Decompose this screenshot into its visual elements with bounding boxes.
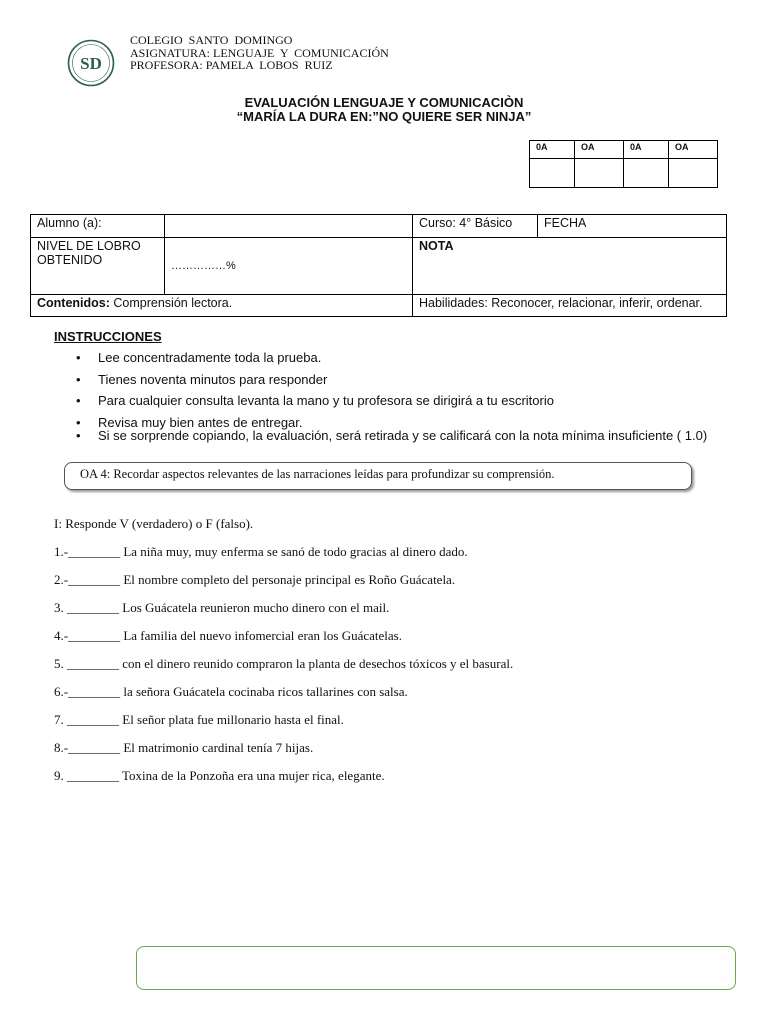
question-item: 6.-________ la señora Guácatela cocinaba ricos tallarines con salsa. <box>54 684 408 699</box>
school-name: COLEGIO SANTO DOMINGO <box>130 33 293 47</box>
question-item: 9. ________ Toxina de la Ponzoña era una mujer rica, elegante. <box>54 768 385 783</box>
question-item: 1.-________ La niña muy, muy enferma se sanó de todo gracias al dinero dado. <box>54 544 468 559</box>
question-item: 3. ________ Los Guácatela reunieron mucho dinero con el mail. <box>54 600 390 615</box>
oa-table <box>529 140 718 188</box>
school-info <box>130 34 389 72</box>
student-label: Alumno (a): <box>31 215 165 238</box>
title-line-1: EVALUACIÓN LENGUAJE Y COMUNICACIÒN <box>244 95 524 110</box>
percent-placeholder: ……………% <box>171 260 236 272</box>
level-label: NIVEL DE LOBRO OBTENIDO <box>31 238 165 295</box>
oa-header-2: OA <box>575 141 624 159</box>
learning-objective-box: OA 4: Recordar aspectos relevantes de las narraciones leídas para profundizar su comprensión. <box>64 462 692 490</box>
oa-header-4: OA <box>669 141 718 159</box>
oa-score-2[interactable] <box>575 159 624 188</box>
contents-cell <box>31 295 413 317</box>
skills-cell: Habilidades: Reconocer, relacionar, inferir, ordenar. <box>413 295 727 317</box>
questions-heading: I: Responde V (verdadero) o F (falso). <box>54 516 254 531</box>
instructions-list <box>76 351 710 443</box>
instruction-item: • Tienes noventa minutos para responder <box>76 373 710 387</box>
contents-label: Contenidos: <box>37 296 110 310</box>
grade-label: NOTA <box>413 238 727 295</box>
student-name-field[interactable] <box>165 215 413 238</box>
question-item: 8.-________ El matrimonio cardinal tenía 7 hijas. <box>54 740 314 755</box>
instruction-item: • Revisa muy bien antes de entregar. <box>76 416 710 430</box>
oa-score-1[interactable] <box>530 159 575 188</box>
course-label: Curso: 4° Básico <box>413 215 538 238</box>
question-item: 4.-________ La familia del nuevo infomercial eran los Guácatelas. <box>54 628 402 643</box>
title-line-2: “MARÍA LA DURA EN:”NO QUIERE SER NINJA” <box>236 109 532 124</box>
instructions-title: INSTRUCCIONES <box>54 329 162 344</box>
question-item: 5. ________ con el dinero reunido compraron la planta de desechos tóxicos y el basural. <box>54 656 514 671</box>
footer-box <box>136 946 736 990</box>
oa-header-3: 0A <box>624 141 669 159</box>
question-item: 2.-________ El nombre completo del personaje principal es Roño Guácatela. <box>54 572 456 587</box>
teacher-line: PROFESORA: PAMELA LOBOS RUIZ <box>130 58 333 72</box>
date-field[interactable]: FECHA <box>538 215 727 238</box>
instruction-item: • Lee concentradamente toda la prueba. <box>76 351 710 365</box>
questions-section <box>54 516 513 796</box>
document-title <box>0 96 768 124</box>
student-info-table <box>30 214 727 317</box>
school-logo <box>67 39 115 87</box>
oa-score-4[interactable] <box>669 159 718 188</box>
subject-line: ASIGNATURA: LENGUAJE Y COMUNICACIÓN <box>130 45 389 60</box>
instruction-item: • Si se sorprende copiando, la evaluación, será retirada y se calificará con la nota mínima insuficiente ( 1.0) <box>76 429 710 443</box>
oa-header-1: 0A <box>530 141 575 159</box>
question-item: 7. ________ El señor plata fue millonario hasta el final. <box>54 712 344 727</box>
contents-value: Comprensión lectora. <box>109 296 233 310</box>
logo-initials: SD <box>80 54 102 73</box>
oa-score-3[interactable] <box>624 159 669 188</box>
instruction-item: • Para cualquier consulta levanta la mano y tu profesora se dirigirá a tu escritorio <box>76 394 710 408</box>
percent-field[interactable] <box>165 238 413 295</box>
